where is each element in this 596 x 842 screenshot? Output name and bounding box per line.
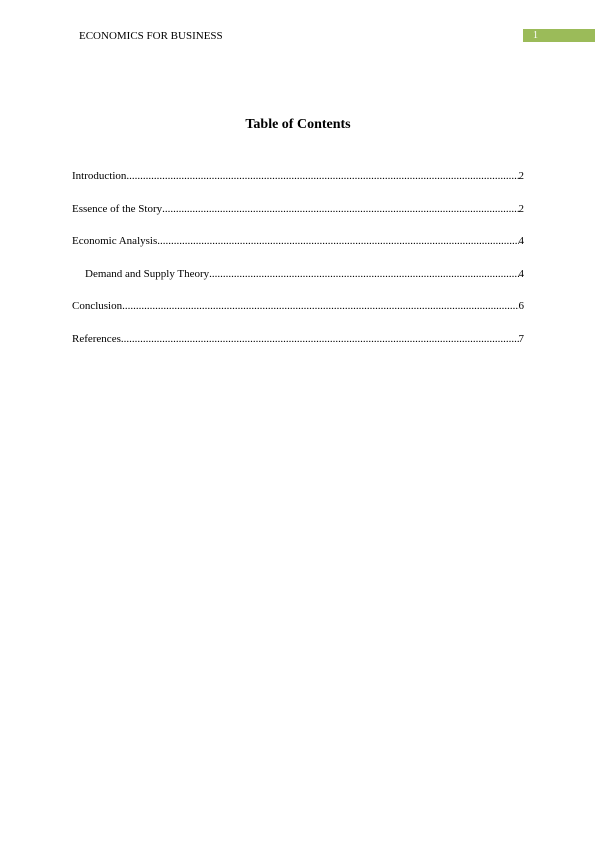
toc-entry-references[interactable] — [72, 332, 524, 365]
toc-dot-leader — [126, 169, 518, 183]
toc-dot-leader — [122, 299, 518, 313]
toc-entry-label: Demand and Supply Theory — [85, 267, 210, 280]
running-header-title: ECONOMICS FOR BUSINESS — [79, 30, 223, 42]
toc-dot-leader — [209, 267, 518, 281]
toc-entry-conclusion[interactable] — [72, 299, 524, 332]
toc-entry-label: Introduction — [72, 170, 127, 182]
toc-heading: Table of Contents — [245, 117, 351, 132]
toc-entry-page: 7 — [518, 332, 524, 345]
toc-entry-page: 6 — [518, 300, 524, 313]
table-of-contents — [72, 169, 524, 365]
toc-dot-leader — [162, 202, 518, 216]
toc-entry-demand-and-supply-theory[interactable] — [72, 267, 524, 300]
toc-entry-page: 2 — [518, 202, 524, 215]
toc-entry-page: 2 — [518, 170, 524, 182]
toc-dot-leader — [157, 234, 518, 248]
toc-entry-label: Conclusion — [72, 300, 123, 313]
toc-dot-leader — [121, 332, 519, 346]
toc-entry-introduction[interactable] — [72, 169, 524, 202]
page-number: 1 — [533, 30, 538, 41]
toc-entry-page: 4 — [518, 267, 524, 280]
toc-entry-page: 4 — [518, 235, 524, 248]
toc-entry-label: Economic Analysis — [72, 235, 158, 248]
toc-entry-label: References — [72, 332, 121, 345]
page-number-badge — [523, 29, 595, 42]
toc-entry-label: Essence of the Story — [72, 202, 163, 215]
toc-entry-essence-of-the-story[interactable] — [72, 202, 524, 235]
toc-entry-economic-analysis[interactable] — [72, 234, 524, 267]
